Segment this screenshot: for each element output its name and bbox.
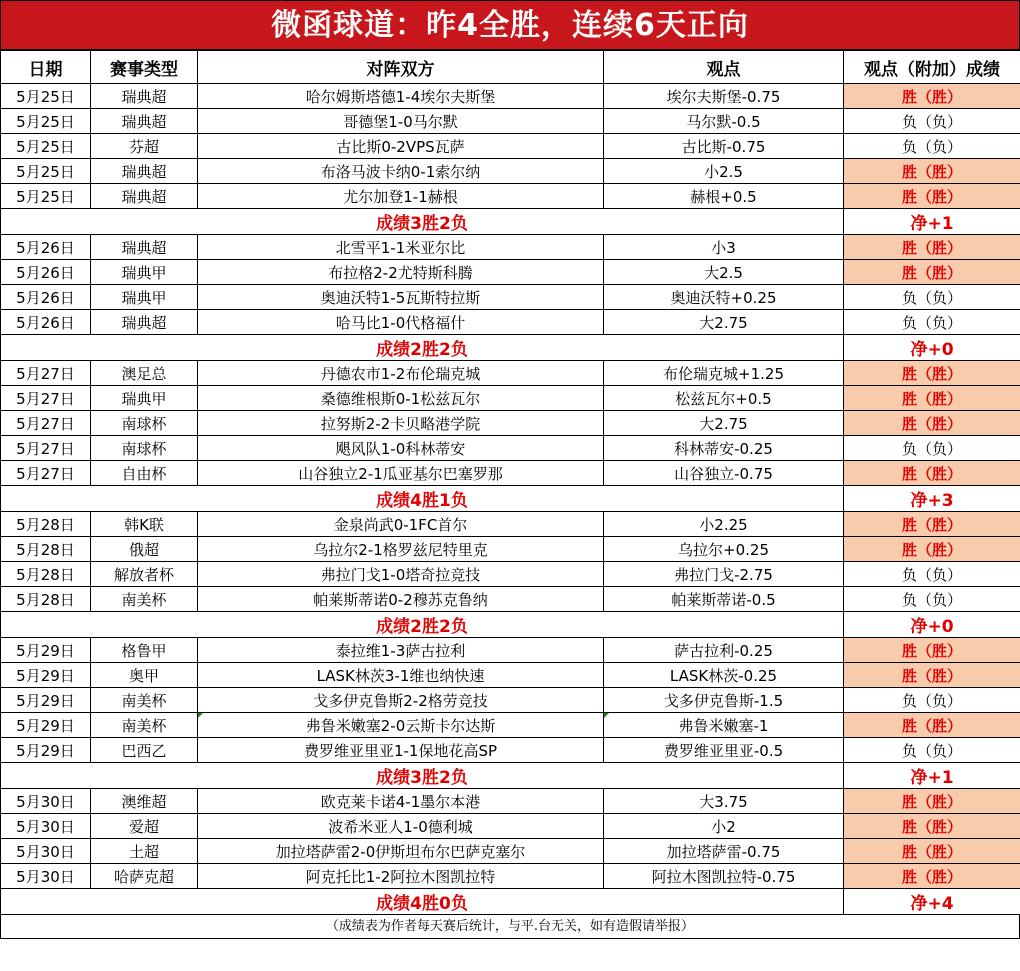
date-cell: 5月29日 <box>1 638 91 663</box>
league-cell: 澳维超 <box>91 789 198 814</box>
footer-note: （成绩表为作者每天赛后统计，与平.台无关，如有造假请举报） <box>0 915 1020 939</box>
date-cell: 5月25日 <box>1 84 91 109</box>
table-row <box>1 537 1020 562</box>
results-table <box>0 50 1020 915</box>
summary-record: 成绩2胜2负 <box>1 612 844 638</box>
header-date: 日期 <box>1 51 91 84</box>
date-cell: 5月28日 <box>1 562 91 587</box>
table-row <box>1 109 1020 134</box>
match-cell: 奥迪沃特1-5瓦斯特拉斯 <box>198 285 604 310</box>
league-cell: 格鲁甲 <box>91 638 198 663</box>
date-cell: 5月25日 <box>1 184 91 209</box>
pick-cell: LASK林茨-0.25 <box>604 663 844 688</box>
summary-net: 净+0 <box>844 612 1020 638</box>
league-cell: 巴西乙 <box>91 738 198 763</box>
table-row <box>1 285 1020 310</box>
league-cell: 俄超 <box>91 537 198 562</box>
table-row <box>1 814 1020 839</box>
league-cell: 瑞典超 <box>91 235 198 260</box>
result-cell: 胜（胜） <box>844 814 1020 839</box>
table-row <box>1 159 1020 184</box>
table-row <box>1 411 1020 436</box>
result-cell: 胜（胜） <box>844 235 1020 260</box>
result-cell: 负（负） <box>844 562 1020 587</box>
league-cell: 南美杯 <box>91 688 198 713</box>
match-cell: 飓风队1-0科林蒂安 <box>198 436 604 461</box>
table-row <box>1 512 1020 537</box>
summary-row <box>1 209 1020 235</box>
result-cell: 胜（胜） <box>844 663 1020 688</box>
table-row <box>1 587 1020 612</box>
date-cell: 5月28日 <box>1 587 91 612</box>
table-row <box>1 184 1020 209</box>
league-cell: 瑞典甲 <box>91 386 198 411</box>
page-title: 微函球道：昨4全胜，连续6天正向 <box>0 0 1020 50</box>
league-cell: 土超 <box>91 839 198 864</box>
league-cell: 南球杯 <box>91 411 198 436</box>
table-row <box>1 134 1020 159</box>
match-cell: 弗鲁米嫩塞2-0云斯卡尔达斯 <box>198 713 604 738</box>
result-cell: 负（负） <box>844 285 1020 310</box>
result-cell: 胜（胜） <box>844 864 1020 889</box>
date-cell: 5月27日 <box>1 411 91 436</box>
header-league: 赛事类型 <box>91 51 198 84</box>
result-cell: 胜（胜） <box>844 512 1020 537</box>
result-cell: 胜（胜） <box>844 789 1020 814</box>
result-cell: 胜（胜） <box>844 638 1020 663</box>
match-cell: 金泉尚武0-1FC首尔 <box>198 512 604 537</box>
summary-record: 成绩3胜2负 <box>1 763 844 789</box>
summary-record: 成绩2胜2负 <box>1 335 844 361</box>
match-cell: 丹德农市1-2布伦瑞克城 <box>198 361 604 386</box>
date-cell: 5月26日 <box>1 285 91 310</box>
table-row <box>1 688 1020 713</box>
pick-cell: 松兹瓦尔+0.5 <box>604 386 844 411</box>
league-cell: 瑞典超 <box>91 159 198 184</box>
match-cell: 阿克托比1-2阿拉木图凯拉特 <box>198 864 604 889</box>
pick-cell: 帕莱斯蒂诺-0.5 <box>604 587 844 612</box>
league-cell: 瑞典超 <box>91 310 198 335</box>
pick-cell: 大2.5 <box>604 260 844 285</box>
table-row <box>1 638 1020 663</box>
pick-cell: 弗鲁米嫩塞-1 <box>604 713 844 738</box>
match-cell: 乌拉尔2-1格罗兹尼特里克 <box>198 537 604 562</box>
match-cell: 戈多伊克鲁斯2-2格劳竞技 <box>198 688 604 713</box>
pick-cell: 小2.25 <box>604 512 844 537</box>
pick-cell: 赫根+0.5 <box>604 184 844 209</box>
summary-net: 净+0 <box>844 335 1020 361</box>
league-cell: 韩K联 <box>91 512 198 537</box>
match-cell: 古比斯0-2VPS瓦萨 <box>198 134 604 159</box>
table-row <box>1 789 1020 814</box>
league-cell: 瑞典甲 <box>91 260 198 285</box>
summary-row <box>1 612 1020 638</box>
league-cell: 南球杯 <box>91 436 198 461</box>
pick-cell: 小3 <box>604 235 844 260</box>
summary-row <box>1 763 1020 789</box>
pick-cell: 大2.75 <box>604 411 844 436</box>
pick-cell: 乌拉尔+0.25 <box>604 537 844 562</box>
table-row <box>1 235 1020 260</box>
pick-cell: 山谷独立-0.75 <box>604 461 844 486</box>
date-cell: 5月29日 <box>1 713 91 738</box>
match-cell: 帕莱斯蒂诺0-2穆苏克鲁纳 <box>198 587 604 612</box>
table-row <box>1 461 1020 486</box>
table-row <box>1 738 1020 763</box>
summary-row <box>1 889 1020 915</box>
league-cell: 奥甲 <box>91 663 198 688</box>
league-cell: 澳足总 <box>91 361 198 386</box>
league-cell: 自由杯 <box>91 461 198 486</box>
pick-cell: 弗拉门戈-2.75 <box>604 562 844 587</box>
table-row <box>1 713 1020 738</box>
pick-cell: 科林蒂安-0.25 <box>604 436 844 461</box>
match-cell: 波希米亚人1-0德利城 <box>198 814 604 839</box>
table-row <box>1 436 1020 461</box>
date-cell: 5月30日 <box>1 864 91 889</box>
pick-cell: 马尔默-0.5 <box>604 109 844 134</box>
match-cell: 布拉格2-2尤特斯科腾 <box>198 260 604 285</box>
pick-cell: 布伦瑞克城+1.25 <box>604 361 844 386</box>
date-cell: 5月29日 <box>1 688 91 713</box>
league-cell: 瑞典超 <box>91 84 198 109</box>
date-cell: 5月27日 <box>1 436 91 461</box>
league-cell: 芬超 <box>91 134 198 159</box>
date-cell: 5月25日 <box>1 159 91 184</box>
result-cell: 胜（胜） <box>844 411 1020 436</box>
result-cell: 胜（胜） <box>844 537 1020 562</box>
league-cell: 瑞典超 <box>91 184 198 209</box>
date-cell: 5月25日 <box>1 134 91 159</box>
pick-cell: 小2 <box>604 814 844 839</box>
table-row <box>1 84 1020 109</box>
header-pick: 观点 <box>604 51 844 84</box>
result-cell: 胜（胜） <box>844 84 1020 109</box>
result-cell: 负（负） <box>844 109 1020 134</box>
match-cell: 桑德维根斯0-1松兹瓦尔 <box>198 386 604 411</box>
table-row <box>1 663 1020 688</box>
league-cell: 哈萨克超 <box>91 864 198 889</box>
table-row <box>1 386 1020 411</box>
match-cell: 山谷独立2-1瓜亚基尔巴塞罗那 <box>198 461 604 486</box>
summary-net: 净+1 <box>844 763 1020 789</box>
table-row <box>1 839 1020 864</box>
match-cell: LASK林茨3-1维也纳快速 <box>198 663 604 688</box>
result-cell: 负（负） <box>844 134 1020 159</box>
result-cell: 胜（胜） <box>844 839 1020 864</box>
result-cell: 负（负） <box>844 688 1020 713</box>
result-cell: 胜（胜） <box>844 184 1020 209</box>
date-cell: 5月27日 <box>1 386 91 411</box>
summary-record: 成绩3胜2负 <box>1 209 844 235</box>
league-cell: 南美杯 <box>91 587 198 612</box>
date-cell: 5月30日 <box>1 839 91 864</box>
summary-record: 成绩4胜0负 <box>1 889 844 915</box>
results-body <box>1 84 1020 915</box>
table-row <box>1 562 1020 587</box>
date-cell: 5月29日 <box>1 663 91 688</box>
pick-cell: 奥迪沃特+0.25 <box>604 285 844 310</box>
date-cell: 5月27日 <box>1 361 91 386</box>
result-cell: 负（负） <box>844 310 1020 335</box>
date-cell: 5月28日 <box>1 537 91 562</box>
match-cell: 费罗维亚里亚1-1保地花高SP <box>198 738 604 763</box>
match-cell: 加拉塔萨雷2-0伊斯坦布尔巴萨克塞尔 <box>198 839 604 864</box>
date-cell: 5月29日 <box>1 738 91 763</box>
result-cell: 负（负） <box>844 587 1020 612</box>
summary-row <box>1 486 1020 512</box>
match-cell: 欧克莱卡诺4-1墨尔本港 <box>198 789 604 814</box>
match-cell: 尤尔加登1-1赫根 <box>198 184 604 209</box>
result-cell: 胜（胜） <box>844 260 1020 285</box>
result-cell: 胜（胜） <box>844 386 1020 411</box>
pick-cell: 阿拉木图凯拉特-0.75 <box>604 864 844 889</box>
summary-row <box>1 335 1020 361</box>
pick-cell: 费罗维亚里亚-0.5 <box>604 738 844 763</box>
table-row <box>1 260 1020 285</box>
summary-record: 成绩4胜1负 <box>1 486 844 512</box>
table-row <box>1 310 1020 335</box>
result-cell: 胜（胜） <box>844 461 1020 486</box>
header-match: 对阵双方 <box>198 51 604 84</box>
table-row <box>1 361 1020 386</box>
date-cell: 5月27日 <box>1 461 91 486</box>
pick-cell: 戈多伊克鲁斯-1.5 <box>604 688 844 713</box>
result-cell: 胜（胜） <box>844 159 1020 184</box>
date-cell: 5月26日 <box>1 260 91 285</box>
match-cell: 泰拉维1-3萨古拉利 <box>198 638 604 663</box>
date-cell: 5月30日 <box>1 814 91 839</box>
date-cell: 5月28日 <box>1 512 91 537</box>
date-cell: 5月26日 <box>1 235 91 260</box>
league-cell: 南美杯 <box>91 713 198 738</box>
match-cell: 哈马比1-0代格福什 <box>198 310 604 335</box>
header-row <box>1 51 1020 84</box>
pick-cell: 埃尔夫斯堡-0.75 <box>604 84 844 109</box>
match-cell: 北雪平1-1米亚尔比 <box>198 235 604 260</box>
pick-cell: 小2.5 <box>604 159 844 184</box>
match-cell: 弗拉门戈1-0塔奇拉竞技 <box>198 562 604 587</box>
date-cell: 5月26日 <box>1 310 91 335</box>
result-cell: 负（负） <box>844 738 1020 763</box>
summary-net: 净+1 <box>844 209 1020 235</box>
pick-cell: 萨古拉利-0.25 <box>604 638 844 663</box>
table-row <box>1 864 1020 889</box>
summary-net: 净+3 <box>844 486 1020 512</box>
pick-cell: 大3.75 <box>604 789 844 814</box>
date-cell: 5月25日 <box>1 109 91 134</box>
match-cell: 哥德堡1-0马尔默 <box>198 109 604 134</box>
match-cell: 哈尔姆斯塔德1-4埃尔夫斯堡 <box>198 84 604 109</box>
date-cell: 5月30日 <box>1 789 91 814</box>
pick-cell: 加拉塔萨雷-0.75 <box>604 839 844 864</box>
league-cell: 解放者杯 <box>91 562 198 587</box>
pick-cell: 大2.75 <box>604 310 844 335</box>
result-cell: 负（负） <box>844 436 1020 461</box>
match-cell: 布洛马波卡纳0-1索尔纳 <box>198 159 604 184</box>
league-cell: 爱超 <box>91 814 198 839</box>
summary-net: 净+4 <box>844 889 1020 915</box>
pick-cell: 古比斯-0.75 <box>604 134 844 159</box>
header-result: 观点（附加）成绩 <box>844 51 1020 84</box>
result-cell: 胜（胜） <box>844 713 1020 738</box>
result-cell: 胜（胜） <box>844 361 1020 386</box>
match-cell: 拉努斯2-2卡贝略港学院 <box>198 411 604 436</box>
league-cell: 瑞典超 <box>91 109 198 134</box>
league-cell: 瑞典甲 <box>91 285 198 310</box>
